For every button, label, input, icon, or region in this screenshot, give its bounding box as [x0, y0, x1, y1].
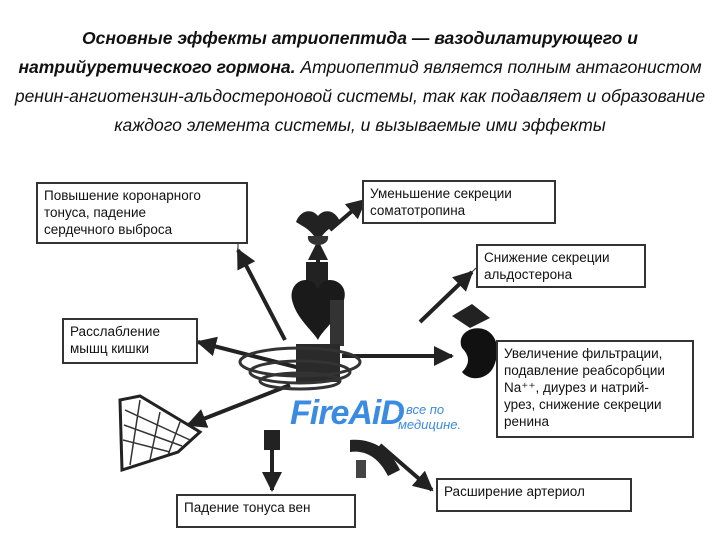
box-somatotropin: Уменьшение секреции соматотропина — [362, 180, 556, 224]
box-intestine: Расслабление мышц кишки — [62, 318, 198, 364]
box-veins: Падение тонуса вен — [176, 494, 356, 528]
box-arterioles: Расширение артериол — [436, 478, 632, 512]
title-rest: Атриопептид является полным антагонистом ренин-ангиотензин-альдостероновой системы, так как подавляет и образование каждого элемента системы, и вызываемые ими эффекты — [14, 57, 706, 135]
box-aldosterone: Снижение секреции альдостерона — [476, 244, 646, 288]
arrow-coronary — [238, 250, 285, 340]
arrow-limb — [188, 385, 290, 425]
kidney-icon — [461, 328, 498, 378]
box-kidney-filtration: Увеличение фильтрации, подавление реабсорбции Na⁺⁺, диурез и натрий- урез, снижение секреции ренина — [496, 340, 694, 438]
vessel-mesh-icon — [120, 396, 200, 470]
title-bold: Основные эффекты атриопептида — вазодилатирующего и натрийуретического гормона. — [18, 28, 638, 77]
adrenal-icon — [452, 304, 490, 328]
lower-vessels-icon — [264, 430, 400, 478]
watermark-tagline: - все по медицине. — [398, 402, 462, 432]
box-coronary-tone: Повышение коронарного тонуса, падение сердечного выброса — [36, 182, 248, 244]
watermark-logo: FireAiD — [290, 394, 404, 432]
leader-lines — [238, 244, 476, 272]
